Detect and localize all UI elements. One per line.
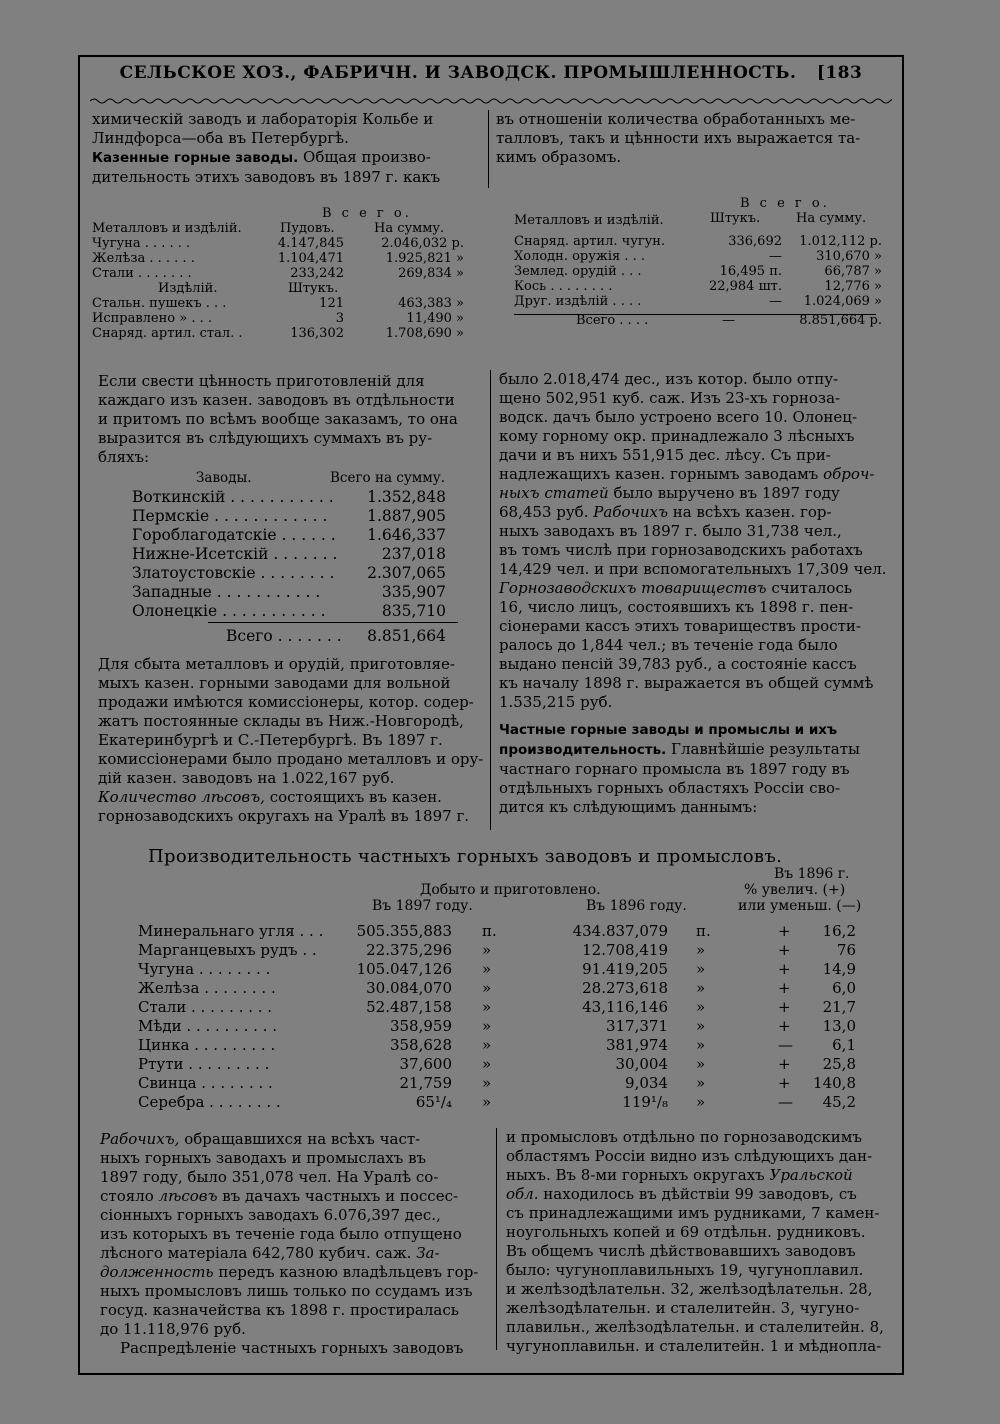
production-row — [138, 979, 878, 998]
text-line — [499, 465, 891, 484]
value-1896: 28.273,618 — [582, 979, 668, 997]
unit-1897: » — [482, 941, 492, 959]
row-name: Ртути . . . . . . . . . — [138, 1055, 270, 1073]
table-row — [92, 311, 484, 326]
row-name: Друг. издѣлій . . . . — [514, 294, 642, 309]
page-number: [183 — [816, 63, 863, 83]
col-header-pcs: Штукъ. — [710, 211, 761, 226]
table-state-factories — [92, 206, 484, 341]
production-row — [138, 1074, 878, 1093]
table-row — [92, 266, 484, 281]
change-sign: + — [778, 998, 791, 1016]
text-fragment: передъ казною владѣльцевъ гор- — [218, 1263, 479, 1281]
table-row — [514, 249, 894, 264]
factory-sum: 237,018 — [381, 545, 446, 563]
text-line: съ принадлежащими имъ рудниками, 7 камен- — [506, 1204, 880, 1222]
text-fragment: надлежащихъ казен. горнымъ заводамъ — [499, 465, 819, 483]
table-body — [92, 236, 484, 281]
factory-name: Нижне-Исетскій . . . . . . . — [132, 545, 338, 563]
wavy-rule — [90, 96, 892, 106]
text-line — [92, 148, 484, 168]
text-line: областямъ Россіи видно изъ слѣдующихъ дан- — [506, 1147, 873, 1165]
row-sum: 463,383 » — [398, 296, 464, 311]
column-divider — [488, 110, 489, 188]
header-pct: % увелич. (+) — [744, 882, 846, 898]
table-row — [514, 234, 894, 249]
unit-1896: » — [696, 1017, 706, 1035]
production-row — [138, 1017, 878, 1036]
text-fragment: Главнѣйшіе результаты — [671, 740, 860, 758]
text-line: выразится въ слѣдующихъ суммахъ въ ру- — [98, 429, 433, 447]
row-name: Исправлено » . . . — [92, 311, 212, 326]
text-line: комиссіонерами было продано металловъ и ору- — [98, 750, 484, 768]
row-sum: 1.012,112 р. — [799, 234, 882, 249]
row-sum: 12,776 » — [824, 279, 882, 294]
total-sum: 8.851,664 — [367, 627, 446, 645]
text-fragment: было выручено въ 1897 году — [613, 484, 840, 502]
table-state-products — [514, 196, 894, 328]
factory-row — [98, 602, 488, 621]
change-pct: 45,2 — [822, 1093, 856, 1111]
text-line: кимъ образомъ. — [496, 148, 622, 166]
row-name: Стали . . . . . . . — [92, 266, 192, 281]
unit-1896: » — [696, 941, 706, 959]
row-name: Стальн. пушекъ . . . — [92, 296, 227, 311]
value-1896: 381,974 — [605, 1036, 668, 1054]
italic-term: обл. — [506, 1185, 539, 1203]
section-heading: Частные горные заводы и промыслы и ихъ — [499, 722, 838, 738]
text-line: въ томъ числѣ при горнозаводскихъ работахъ — [499, 541, 863, 559]
text-fragment: въ дачахъ частныхъ и поссес- — [222, 1187, 459, 1205]
table-row — [514, 279, 894, 294]
row-qty: 1.104,471 — [277, 251, 344, 266]
text-fragment: лѣсного матеріала 642,780 кубич. саж. — [100, 1244, 412, 1262]
factory-name: Воткинскій . . . . . . . . . . . — [132, 488, 334, 506]
table-heading: В с е г о. — [740, 196, 830, 211]
text-line: жатъ постоянные склады въ Ниж.-Новгородѣ, — [98, 712, 464, 730]
unit-1896: » — [696, 1074, 706, 1092]
row-name: Цинка . . . . . . . . . — [138, 1036, 276, 1054]
italic-term: Рабочихъ, — [100, 1130, 180, 1148]
text-line: желѣзодѣлательн. и сталелитейн. 3, чугуно- — [506, 1299, 860, 1317]
unit-1896: » — [696, 979, 706, 997]
text-fragment: ныхъ. Въ 8-ми горныхъ округахъ — [506, 1166, 765, 1184]
production-title: Производительность частныхъ горныхъ заводовъ и промысловъ. — [148, 846, 783, 867]
table-row — [514, 264, 894, 279]
unit-1897: » — [482, 979, 492, 997]
text-line: ныхъ заводахъ въ 1897 г. было 31,738 чел., — [499, 522, 842, 540]
total-qty: — — [722, 313, 735, 328]
factory-name: Пермскіе . . . . . . . . . . . . — [132, 507, 328, 525]
text-line: ралось до 1,844 чел.; въ теченіе года было — [499, 636, 838, 654]
production-row — [138, 1093, 878, 1112]
factory-sum: 2.307,065 — [367, 564, 446, 582]
section-heading: Казенные горные заводы. — [92, 150, 299, 166]
value-1897: 105.047,126 — [356, 960, 452, 978]
text-line — [100, 1187, 490, 1206]
italic-term: оброч- — [823, 465, 875, 483]
value-1897: 37,600 — [399, 1055, 452, 1073]
change-sign: + — [778, 1055, 791, 1073]
factory-name: Златоустовскіе . . . . . . . . — [132, 564, 335, 582]
row-name: Снаряд. артил. стал. . — [92, 326, 243, 341]
text-line: было 2.018,474 дес., изъ котор. было отпу- — [499, 370, 839, 388]
italic-term: Рабочихъ — [593, 503, 668, 521]
factory-sum: 335,907 — [381, 583, 446, 601]
factory-name: Гороблагодатскіе . . . . . . — [132, 526, 336, 544]
row-name: Свинца . . . . . . . . — [138, 1074, 273, 1092]
factory-row — [98, 564, 488, 583]
text-line: дачи и въ нихъ 551,915 дес. лѣсу. Съ при- — [499, 446, 831, 464]
col-header-label: Металловъ и издѣлій. — [514, 213, 664, 228]
change-sign: + — [778, 1017, 791, 1035]
row-qty: — — [769, 249, 782, 264]
change-pct: 21,7 — [822, 998, 856, 1016]
change-pct: 6,0 — [832, 979, 856, 997]
value-1897: 65¹/₄ — [415, 1093, 452, 1111]
running-header — [85, 63, 897, 83]
text-fragment: Общая произво- — [303, 148, 431, 166]
production-row — [138, 1055, 878, 1074]
column-divider — [490, 370, 491, 830]
unit-1897: п. — [482, 922, 497, 940]
unit-1896: » — [696, 998, 706, 1016]
text-line: Распредѣленіе частныхъ горныхъ заводовъ — [120, 1339, 464, 1357]
value-1896: 119¹/₈ — [622, 1093, 668, 1111]
total-rule — [208, 622, 458, 623]
row-qty: 22,984 шт. — [708, 279, 782, 294]
mid-left-column — [98, 372, 488, 826]
row-name: Кось . . . . . . . . — [514, 279, 613, 294]
row-sum: 1.925,821 » — [385, 251, 464, 266]
production-row — [138, 998, 878, 1017]
italic-term: За- — [416, 1244, 440, 1262]
row-name: Серебра . . . . . . . . — [138, 1093, 281, 1111]
col-header-sum: На сумму. — [374, 221, 445, 236]
factory-sum: 1.887,905 — [367, 507, 446, 525]
factories-list — [98, 488, 488, 621]
value-1896: 434.837,079 — [572, 922, 668, 940]
text-line: щено 502,951 куб. саж. Изъ 23-хъ горноза- — [499, 389, 841, 407]
value-1896: 30,004 — [615, 1055, 668, 1073]
text-line: отдѣльныхъ горныхъ областяхъ Россіи сво- — [499, 779, 841, 797]
production-table-header — [138, 866, 878, 914]
text-line: изъ которыхъ въ теченіе года было отпущено — [100, 1225, 462, 1243]
table-row — [514, 294, 894, 309]
text-line: и промысловъ отдѣльно по горнозаводскимъ — [506, 1128, 862, 1146]
text-fragment: 68,453 руб. — [499, 503, 589, 521]
header-1896-pct: Въ 1896 г. — [774, 866, 850, 882]
italic-term: долженность — [100, 1263, 214, 1281]
production-row — [138, 960, 878, 979]
change-sign: — — [778, 1036, 793, 1054]
text-line: плавильн., желѣзодѣлательн. и сталелитейн. 8, — [506, 1318, 884, 1336]
text-line — [506, 1185, 896, 1204]
italic-term: ныхъ статей — [499, 484, 609, 502]
text-line: частнаго горнаго промысла въ 1897 году въ — [499, 760, 850, 778]
value-1897: 505.355,883 — [356, 922, 452, 940]
top-left-column — [92, 110, 484, 187]
unit-1896: » — [696, 1093, 706, 1111]
subheader-unit: Штукъ. — [288, 281, 339, 296]
text-line: Въ общемъ числѣ дѣйствовавшихъ заводовъ — [506, 1242, 856, 1260]
text-line — [499, 484, 891, 503]
col-header-total: Всего на сумму. — [330, 470, 446, 486]
text-line: Екатеринбургѣ и С.-Петербургѣ. Въ 1897 г. — [98, 731, 443, 749]
value-1896: 317,371 — [605, 1017, 668, 1035]
row-qty: — — [769, 294, 782, 309]
text-line: было: чугуноплавильныхъ 19, чугуноплавил. — [506, 1261, 864, 1279]
header-1897: Въ 1897 году. — [372, 898, 473, 914]
factory-name: Олонецкіе . . . . . . . . . . . — [132, 602, 326, 620]
text-fragment: находилось въ дѣйствіи 99 заводовъ, съ — [543, 1185, 857, 1203]
text-line: кому горному окр. принадлежало 3 лѣсныхъ — [499, 427, 855, 445]
row-name: Минеральнаго угля . . . — [138, 922, 324, 940]
production-row — [138, 922, 878, 941]
italic-term: Горнозаводскихъ товариществъ — [499, 579, 767, 597]
change-pct: 25,8 — [822, 1055, 856, 1073]
unit-1897: » — [482, 1036, 492, 1054]
row-sum: 310,670 » — [816, 249, 882, 264]
row-sum: 1.708,690 » — [385, 326, 464, 341]
production-row — [138, 1036, 878, 1055]
unit-1897: » — [482, 1017, 492, 1035]
value-1897: 30.084,070 — [366, 979, 452, 997]
table-row — [92, 296, 484, 311]
text-line: сіонерами кассъ этихъ товариществъ прости- — [499, 617, 861, 635]
factory-sum: 1.646,337 — [367, 526, 446, 544]
row-name: Снаряд. артил. чугун. — [514, 234, 666, 249]
col-header-factories: Заводы. — [196, 470, 252, 486]
text-line: 1897 году, было 351,078 чел. На Уралѣ со- — [100, 1168, 439, 1186]
text-line: 1.535,215 руб. — [499, 693, 613, 711]
table-body — [92, 296, 484, 341]
value-1897: 52.487,158 — [366, 998, 452, 1016]
text-line: горнозаводскихъ округахъ на Уралѣ въ 1897 г. — [98, 807, 470, 825]
column-divider — [496, 1128, 497, 1350]
unit-1897: » — [482, 1093, 492, 1111]
text-line: дится къ слѣдующимъ даннымъ: — [499, 798, 758, 816]
row-name: Чугуна . . . . . . — [92, 236, 191, 251]
row-sum: 11,490 » — [406, 311, 464, 326]
table-row — [92, 251, 484, 266]
text-line: 16, число лицъ, состоявшихъ къ 1898 г. пен- — [499, 598, 854, 616]
text-fragment: стояло — [100, 1187, 154, 1205]
text-line: мыхъ казен. горными заводами для вольной — [98, 674, 451, 692]
section-heading: производительность. — [499, 742, 667, 758]
table-body — [514, 234, 894, 309]
factory-row — [98, 583, 488, 602]
text-line: дій казен. заводовъ на 1.022,167 руб. — [98, 769, 395, 787]
unit-1897: » — [482, 998, 492, 1016]
text-line — [499, 579, 891, 598]
table-row — [92, 326, 484, 341]
text-line — [100, 1130, 490, 1149]
change-pct: 16,2 — [822, 922, 856, 940]
italic-term: Количество лѣсовъ, — [98, 788, 265, 806]
text-line: дительность этихъ заводовъ въ 1897 г. какъ — [92, 168, 441, 186]
row-name: Марганцевыхъ рудъ . . — [138, 941, 317, 959]
production-row — [138, 941, 878, 960]
italic-term: лѣсовъ — [158, 1187, 218, 1205]
italic-term: Уральской — [769, 1166, 853, 1184]
value-1897: 21,759 — [399, 1074, 452, 1092]
value-1897: 358,628 — [389, 1036, 452, 1054]
row-qty: 233,242 — [290, 266, 344, 281]
text-line: водск. дачъ было устроено всего 10. Олонец- — [499, 408, 858, 426]
row-qty: 136,302 — [290, 326, 344, 341]
factory-row — [98, 545, 488, 564]
row-name: Стали . . . . . . . . . — [138, 998, 273, 1016]
text-line: въ отношеніи количества обработанныхъ ме- — [496, 110, 856, 128]
unit-1897: » — [482, 960, 492, 978]
row-qty: 16,495 п. — [719, 264, 782, 279]
total-sum: 8.851,664 р. — [799, 313, 882, 328]
value-1896: 9,034 — [625, 1074, 668, 1092]
bottom-left-column — [100, 1130, 490, 1358]
row-qty: 3 — [335, 311, 344, 326]
change-sign: + — [778, 960, 791, 978]
change-pct: 6,1 — [832, 1036, 856, 1054]
row-name: Чугуна . . . . . . . . — [138, 960, 271, 978]
change-pct: 76 — [836, 941, 856, 959]
col-header-pud: Пудовъ. — [280, 221, 335, 236]
text-line — [98, 788, 488, 807]
change-sign: + — [778, 1074, 791, 1092]
change-sign: — — [778, 1093, 793, 1111]
text-line: каждаго изъ казен. заводовъ въ отдѣльности — [98, 391, 455, 409]
row-qty: 4.147,845 — [277, 236, 344, 251]
unit-1897: » — [482, 1074, 492, 1092]
text-fragment: состоящихъ въ казен. — [269, 788, 442, 806]
change-sign: + — [778, 979, 791, 997]
factory-row — [98, 488, 488, 507]
factory-row — [98, 507, 488, 526]
text-fragment: обращавшихся на всѣхъ част- — [184, 1130, 421, 1148]
row-sum: 1.024,069 » — [803, 294, 882, 309]
total-label: Всего . . . . . . . — [226, 627, 342, 645]
row-qty: 121 — [319, 296, 344, 311]
text-line: ныхъ горныхъ заводахъ и промыслахъ въ — [100, 1149, 427, 1167]
factory-sum: 1.352,848 — [367, 488, 446, 506]
header-1896: Въ 1896 году. — [586, 898, 687, 914]
top-right-column — [496, 110, 892, 167]
text-line: бляхъ: — [98, 448, 150, 466]
text-line: къ началу 1898 г. выражается въ общей суммѣ — [499, 674, 874, 692]
value-1896: 91.419,205 — [582, 960, 668, 978]
row-sum: 2.046,032 р. — [381, 236, 464, 251]
row-sum: 269,834 » — [398, 266, 464, 281]
text-line: продажи имѣются комиссіонеры, котор. содер- — [98, 693, 474, 711]
text-line: и желѣзодѣлательн. 32, желѣзодѣлательн. 28, — [506, 1280, 873, 1298]
text-line: Для сбыта металловъ и орудій, приготовляе- — [98, 655, 455, 673]
text-line: чугуноплавильн. и сталелитейн. 1 и мѣднопла- — [506, 1337, 882, 1355]
row-qty: 336,692 — [728, 234, 782, 249]
col-header-sum: На сумму. — [796, 211, 867, 226]
text-line — [506, 1166, 896, 1185]
header-or-decrease: или уменьш. (—) — [738, 898, 862, 914]
factory-row — [98, 526, 488, 545]
text-line: до 11.118,976 руб. — [100, 1320, 246, 1338]
header-obtained: Добыто и приготовлено. — [420, 882, 601, 898]
row-name: Холодн. оружія . . . — [514, 249, 646, 264]
text-line: и притомъ по всѣмъ вообще заказамъ, то она — [98, 410, 458, 428]
factory-sum: 835,710 — [381, 602, 446, 620]
text-line: химическій заводъ и лабораторія Кольбе и — [92, 110, 434, 128]
change-sign: + — [778, 941, 791, 959]
text-line: ныхъ промысловъ лишь только по ссудамъ изъ — [100, 1282, 473, 1300]
value-1897: 22.375,296 — [366, 941, 452, 959]
text-line: госуд. казначейства къ 1898 г. простиралась — [100, 1301, 459, 1319]
row-sum: 66,787 » — [824, 264, 882, 279]
row-name: Землед. орудій . . . — [514, 264, 642, 279]
col-header-label: Металловъ и издѣлій. — [92, 221, 242, 236]
text-line: Линдфорса—оба въ Петербургѣ. — [92, 129, 349, 147]
row-name: Мѣди . . . . . . . . . . — [138, 1017, 277, 1035]
mid-right-column — [499, 370, 891, 817]
subheader-label: Издѣлій. — [158, 281, 218, 296]
text-line — [499, 720, 891, 740]
bottom-right-column — [506, 1128, 896, 1356]
unit-1896: » — [696, 960, 706, 978]
table-heading: В с е г о. — [322, 206, 412, 221]
text-line: талловъ, такъ и цѣнности ихъ выражается та- — [496, 129, 861, 147]
change-pct: 13,0 — [822, 1017, 856, 1035]
value-1896: 43,116,146 — [582, 998, 668, 1016]
total-label: Всего . . . . — [576, 313, 649, 328]
table-row — [92, 236, 484, 251]
text-fragment: на всѣхъ казен. гор- — [672, 503, 832, 521]
text-line: выдано пенсій 39,783 руб., а состояніе кассъ — [499, 655, 857, 673]
production-table-body — [138, 922, 878, 1112]
unit-1896: » — [696, 1055, 706, 1073]
change-sign: + — [778, 922, 791, 940]
text-line — [499, 503, 891, 522]
row-name: Желѣза . . . . . . . . — [138, 979, 276, 997]
unit-1896: » — [696, 1036, 706, 1054]
unit-1897: » — [482, 1055, 492, 1073]
unit-1896: п. — [696, 922, 711, 940]
text-line — [100, 1244, 490, 1263]
text-line: сіонныхъ горныхъ заводахъ 6.076,397 дес., — [100, 1206, 441, 1224]
change-pct: 14,9 — [822, 960, 856, 978]
text-line — [100, 1263, 490, 1282]
text-line: Если свести цѣнность приготовленій для — [98, 372, 425, 390]
text-line: ноугольныхъ копей и 69 отдѣльн. рудниковъ. — [506, 1223, 866, 1241]
header-title: СЕЛЬСКОЕ ХОЗ., ФАБРИЧН. И ЗАВОДСК. ПРОМЫШЛЕННОСТЬ. — [119, 63, 797, 83]
value-1896: 12.708,419 — [582, 941, 668, 959]
factory-name: Западные . . . . . . . . . . . — [132, 583, 321, 601]
change-pct: 140,8 — [813, 1074, 856, 1092]
text-line: 14,429 чел. и при вспомогательныхъ 17,309 чел. — [499, 560, 887, 578]
text-fragment: считалось — [771, 579, 853, 597]
value-1897: 358,959 — [389, 1017, 452, 1035]
row-name: Желѣза . . . . . . — [92, 251, 195, 266]
text-line — [499, 740, 891, 760]
